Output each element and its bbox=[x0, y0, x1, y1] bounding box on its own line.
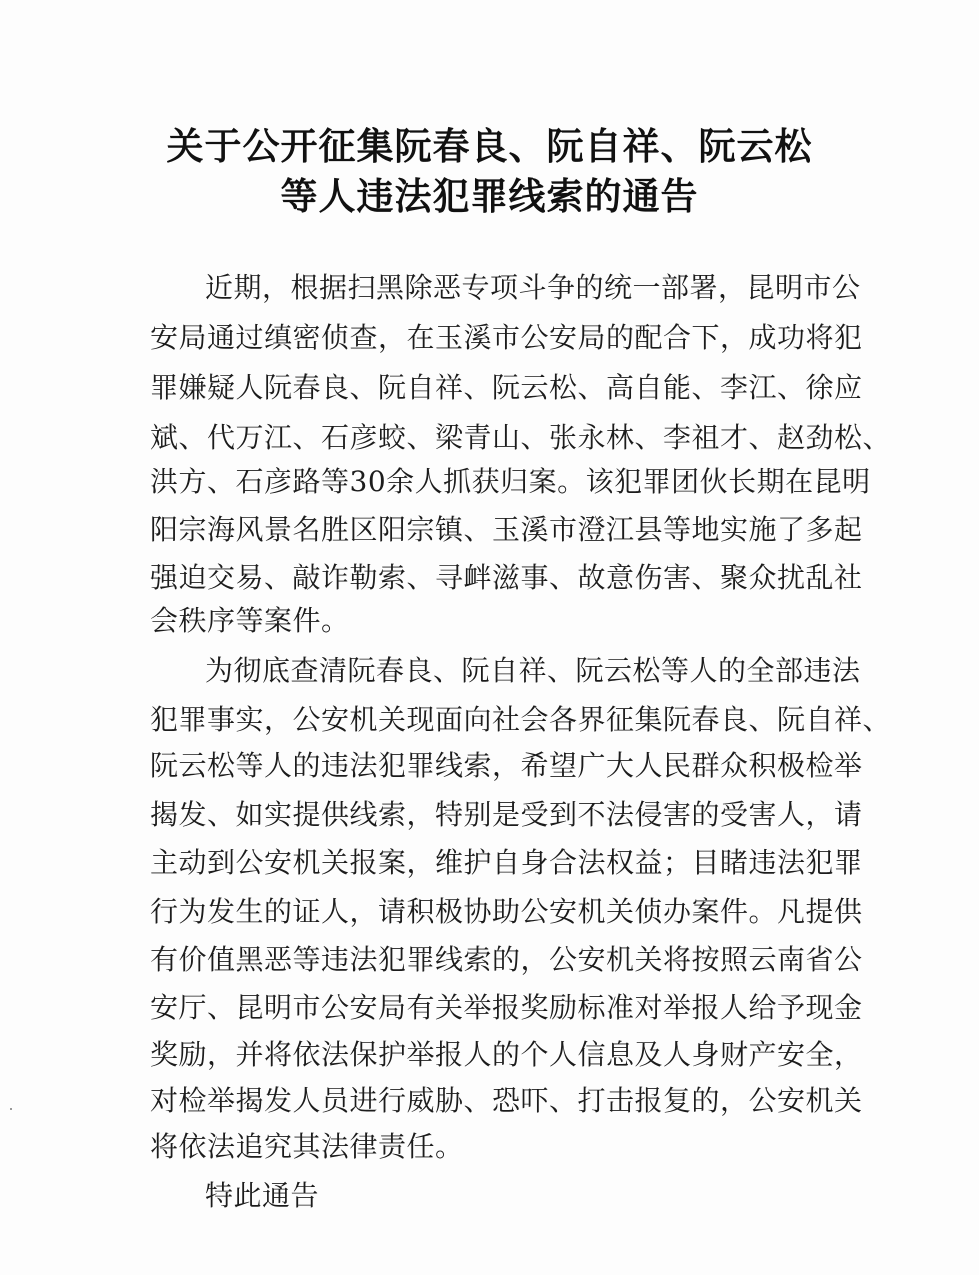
scan-speck bbox=[10, 1108, 12, 1110]
body-line: 有价值黑恶等违法犯罪线索的，公安机关将按照云南省公 bbox=[150, 943, 863, 976]
document-title-line-2: 等人违法犯罪线索的通告 bbox=[280, 175, 699, 218]
body-line: 阳宗海风景名胜区阳宗镇、玉溪市澄江县等地实施了多起 bbox=[150, 513, 863, 546]
body-line: 近期，根据扫黑除恶专项斗争的统一部署，昆明市公 bbox=[205, 271, 861, 304]
body-line: 为彻底查清阮春良、阮自祥、阮云松等人的全部违法 bbox=[205, 654, 861, 687]
body-line: 安局通过缜密侦查，在玉溪市公安局的配合下，成功将犯 bbox=[150, 321, 863, 354]
body-line: 犯罪事实，公安机关现面向社会各界征集阮春良、阮自祥、 bbox=[150, 703, 892, 736]
body-line: 奖励，并将依法保护举报人的个人信息及人身财产安全， bbox=[150, 1038, 863, 1071]
body-line: 洪方、石彦路等30余人抓获归案。该犯罪团伙长期在昆明 bbox=[150, 465, 871, 498]
document-title-line-1: 关于公开征集阮春良、阮自祥、阮云松 bbox=[166, 125, 813, 168]
closing-line: 特此通告 bbox=[205, 1179, 320, 1212]
body-line: 会秩序等案件。 bbox=[150, 604, 350, 637]
body-line: 揭发、如实提供线索，特别是受到不法侵害的受害人，请 bbox=[150, 798, 863, 831]
body-line: 将依法追究其法律责任。 bbox=[150, 1130, 464, 1163]
body-line: 强迫交易、敲诈勒索、寻衅滋事、故意伤害、聚众扰乱社 bbox=[150, 561, 863, 594]
body-line: 主动到公安机关报案，维护自身合法权益；目睹违法犯罪 bbox=[150, 846, 863, 879]
body-line: 阮云松等人的违法犯罪线索，希望广大人民群众积极检举 bbox=[150, 749, 863, 782]
body-line: 罪嫌疑人阮春良、阮自祥、阮云松、高自能、李江、徐应 bbox=[150, 371, 863, 404]
body-line: 对检举揭发人员进行威胁、恐吓、打击报复的，公安机关 bbox=[150, 1084, 863, 1117]
body-line: 斌、代万江、石彦蛟、梁青山、张永林、李祖才、赵劲松、 bbox=[150, 421, 892, 454]
body-line: 安厅、昆明市公安局有关举报奖励标准对举报人给予现金 bbox=[150, 991, 863, 1024]
body-line: 行为发生的证人，请积极协助公安机关侦办案件。凡提供 bbox=[150, 895, 863, 928]
